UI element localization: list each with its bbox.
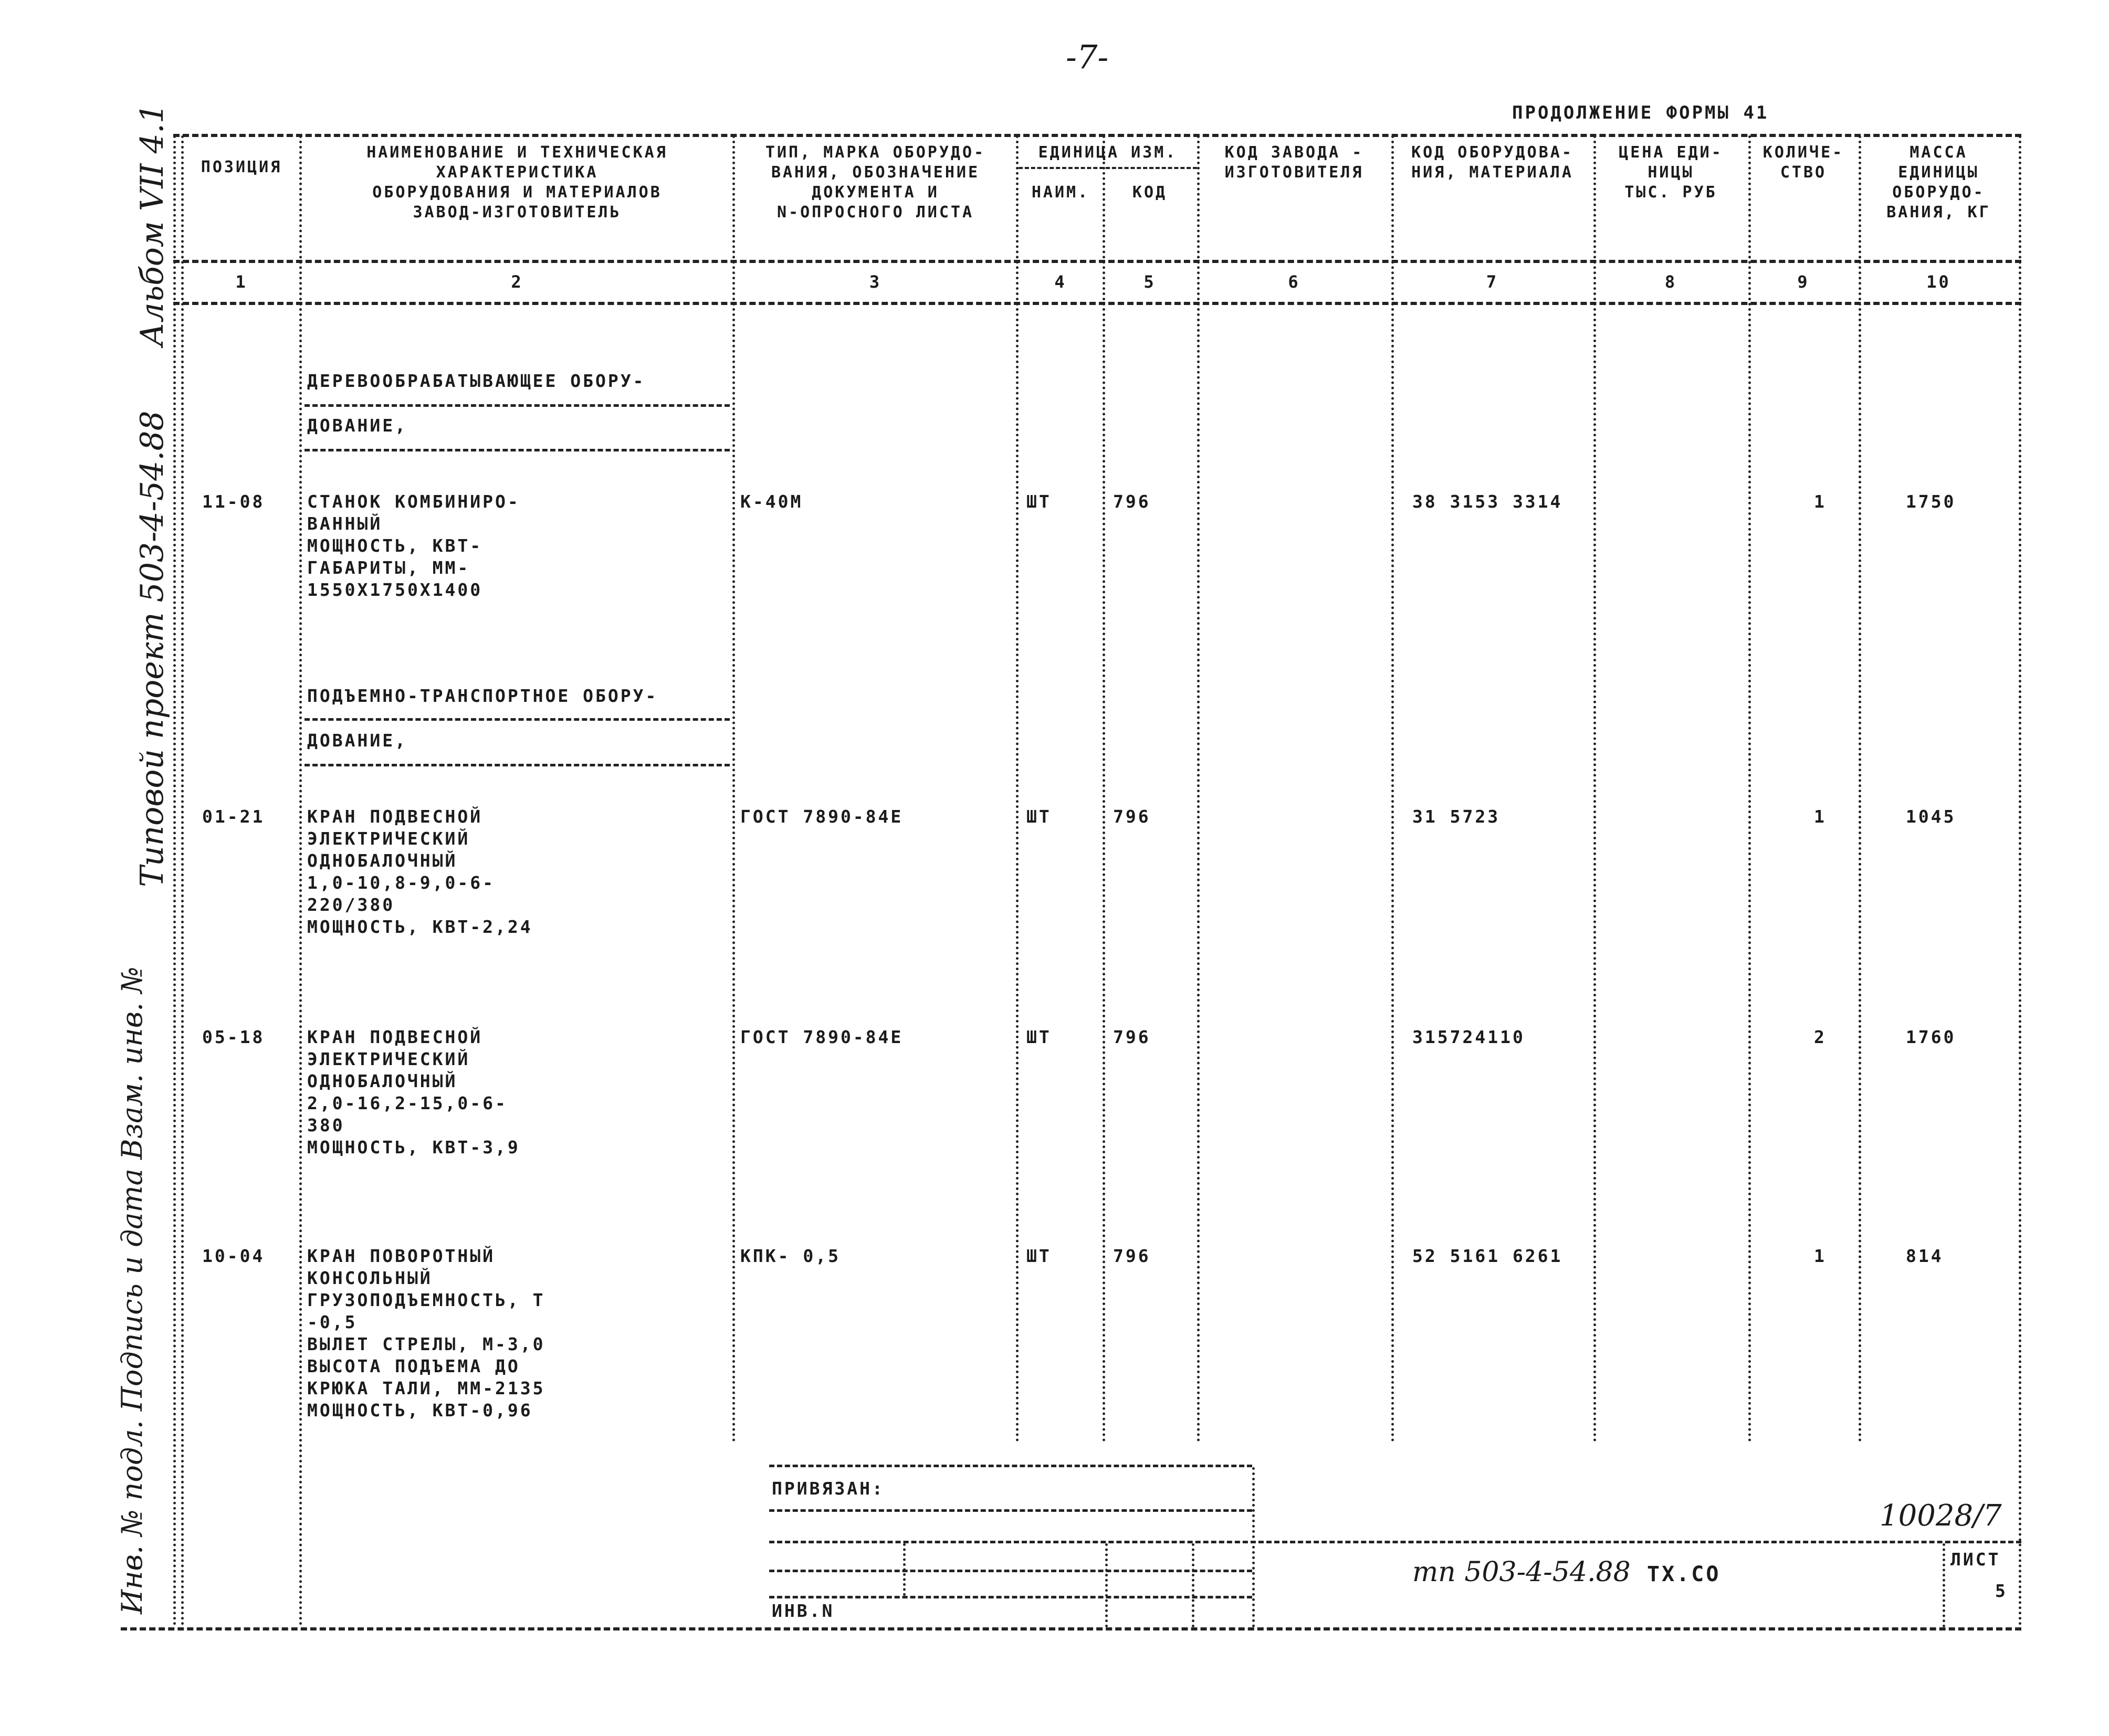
cell-unit-code: 796 bbox=[1113, 1246, 1151, 1266]
cell-equipment-code: 38 3153 3314 bbox=[1412, 491, 1563, 512]
cell-mass: 1045 bbox=[1906, 806, 1956, 827]
stamp-sheet-no: 5 bbox=[1995, 1581, 2008, 1601]
cell-qty: 1 bbox=[1814, 491, 1827, 512]
col-num-2: 2 bbox=[511, 272, 523, 292]
stamp-divider-4 bbox=[769, 1596, 1252, 1598]
cell-equipment-code: 315724110 bbox=[1412, 1027, 1525, 1047]
stamp-sheet-sep bbox=[1943, 1543, 1945, 1627]
stamp-inv-label: ИНВ.N bbox=[772, 1601, 835, 1621]
cell-type: КПК- 0,5 bbox=[740, 1246, 841, 1266]
col-sep-9 bbox=[1859, 135, 1861, 1443]
col-num-3: 3 bbox=[869, 272, 882, 292]
cell-mass: 814 bbox=[1906, 1246, 1944, 1266]
header-cell-3: ТИП, МАРКА ОБОРУДО- ВАНИЯ, ОБОЗНАЧЕНИЕ ДОКУМЕНТА И N-ОПРОСНОГО ЛИСТА bbox=[765, 143, 986, 222]
section-title-lifting-cont: ДОВАНИЕ, bbox=[307, 730, 407, 751]
section-title-lifting: ПОДЪЕМНО-ТРАНСПОРТНОЕ ОБОРУ- bbox=[307, 686, 658, 706]
col-sep-6 bbox=[1391, 135, 1394, 1443]
section-divider bbox=[305, 718, 730, 721]
cell-mass: 1750 bbox=[1906, 491, 1956, 512]
header-cell-10: МАССА ЕДИНИЦЫ ОБОРУДО- ВАНИЯ, КГ bbox=[1886, 143, 1991, 222]
cell-unit: ШТ bbox=[1026, 1027, 1052, 1047]
stamp-divider-1 bbox=[769, 1509, 1252, 1512]
cell-position: 10-04 bbox=[202, 1246, 265, 1266]
cell-name: СТАНОК КОМБИНИРО- ВАННЫЙ МОЩНОСТЬ, КВТ- ГАБАРИТЫ, ММ- 1550Х1750Х1400 bbox=[307, 491, 520, 600]
cell-name: КРАН ПОВОРОТНЫЙ КОНСОЛЬНЫЙ ГРУЗОПОДЪЕМНОСТЬ, Т -0,5 ВЫЛЕТ СТРЕЛЫ, М-3,0 ВЫСОТА ПОДЪЕМА ДО КРЮКА ТАЛИ, ММ-2135 МОЩНОСТЬ, КВТ-0,96 bbox=[307, 1246, 545, 1421]
col-sep-0 bbox=[181, 135, 184, 1626]
col-num-8: 8 bbox=[1664, 272, 1677, 292]
margin-border bbox=[173, 135, 176, 1626]
col-num-7: 7 bbox=[1486, 272, 1499, 292]
cell-unit-code: 796 bbox=[1113, 491, 1151, 512]
continuation-label: ПРОДОЛЖЕНИЕ ФОРМЫ 41 bbox=[1512, 102, 1769, 123]
col-sep-7 bbox=[1593, 135, 1596, 1443]
col-num-9: 9 bbox=[1797, 272, 1810, 292]
cell-unit-code: 796 bbox=[1113, 1027, 1151, 1047]
cell-position: 01-21 bbox=[202, 806, 265, 827]
col-sep-5 bbox=[1197, 135, 1200, 1443]
header-cell-8: ЦЕНА ЕДИ- НИЦЫ ТЫС. РУБ bbox=[1619, 143, 1723, 202]
col-num-5: 5 bbox=[1143, 272, 1156, 292]
stamp-top-border bbox=[769, 1465, 1252, 1467]
cell-equipment-code: 52 5161 6261 bbox=[1412, 1246, 1563, 1266]
section-divider bbox=[305, 764, 730, 766]
cell-type: ГОСТ 7890-84Е bbox=[740, 806, 904, 827]
col-sep-4 bbox=[1103, 135, 1105, 1443]
stamp-divider-2 bbox=[769, 1541, 2021, 1543]
col-sep-8 bbox=[1748, 135, 1751, 1443]
stamp-bound-label: ПРИВЯЗАН: bbox=[772, 1478, 885, 1499]
stamp-col-sep bbox=[1192, 1543, 1194, 1627]
header-cell-5: КОД bbox=[1132, 183, 1168, 202]
cell-mass: 1760 bbox=[1906, 1027, 1956, 1047]
header-cell-6: КОД ЗАВОДА - ИЗГОТОВИТЕЛЯ bbox=[1224, 143, 1364, 182]
header-cell-9: КОЛИЧЕ- СТВО bbox=[1762, 143, 1844, 182]
stamp-col-sep bbox=[1105, 1543, 1108, 1627]
header-cell-2: НАИМЕНОВАНИЕ И ТЕХНИЧЕСКАЯ ХАРАКТЕРИСТИКА ОБОРУДОВАНИЯ И МАТЕРИАЛОВ ЗАВОД-ИЗГОТОВИТЕЛЬ bbox=[366, 143, 668, 222]
section-divider bbox=[305, 404, 730, 407]
stamp-col-sep bbox=[903, 1543, 906, 1596]
header-cell-4-name: НАИМ. bbox=[1031, 183, 1090, 202]
col-sep-2 bbox=[732, 135, 735, 1443]
doc-code-suffix: ТХ.СО bbox=[1646, 1562, 1721, 1586]
col-num-4: 4 bbox=[1054, 272, 1067, 292]
col-sep-10 bbox=[2019, 135, 2021, 1626]
cell-qty: 1 bbox=[1814, 1246, 1827, 1266]
cell-unit: ШТ bbox=[1026, 491, 1052, 512]
stamp-right-border bbox=[1252, 1467, 1255, 1627]
cell-type: К-40М bbox=[740, 491, 803, 512]
page-number: -7- bbox=[1066, 38, 1109, 76]
header-cell-4: ЕДИНИЦА ИЗМ. bbox=[1038, 143, 1178, 162]
section-divider bbox=[305, 449, 730, 451]
margin-project: Типовой проект 503-4-54.88 bbox=[134, 411, 171, 887]
cell-position: 05-18 bbox=[202, 1027, 265, 1047]
header-bottom-border bbox=[173, 260, 2021, 263]
stamp-divider-3 bbox=[769, 1570, 1252, 1572]
table-bottom-border bbox=[121, 1627, 2021, 1630]
cell-equipment-code: 31 5723 bbox=[1412, 806, 1501, 827]
stamp-drawing-no: 10028/7 bbox=[1880, 1499, 2002, 1533]
col-sep-1 bbox=[299, 135, 302, 1626]
col-sep-3 bbox=[1016, 135, 1019, 1443]
unit-header-divider bbox=[1019, 167, 1197, 169]
stamp-doc-code bbox=[1412, 1556, 1720, 1588]
header-cell-1: ПОЗИЦИЯ bbox=[201, 158, 282, 176]
col-num-6: 6 bbox=[1288, 272, 1300, 292]
doc-code-handwritten: тп 503-4-54.88 bbox=[1412, 1556, 1631, 1588]
cell-unit: ШТ bbox=[1026, 1246, 1052, 1266]
cell-qty: 2 bbox=[1814, 1027, 1827, 1047]
stamp-sheet-label: ЛИСТ bbox=[1950, 1549, 2001, 1570]
cell-unit-code: 796 bbox=[1113, 806, 1151, 827]
section-title-woodworking: ДЕРЕВООБРАБАТЫВАЮЩЕЕ ОБОРУ- bbox=[307, 371, 646, 391]
table-top-border bbox=[173, 134, 2021, 137]
margin-album: Альбом VII 4.1 bbox=[134, 103, 171, 346]
cell-unit: ШТ bbox=[1026, 806, 1052, 827]
column-numbers-bottom-border bbox=[173, 302, 2021, 305]
cell-type: ГОСТ 7890-84Е bbox=[740, 1027, 904, 1047]
cell-position: 11-08 bbox=[202, 491, 265, 512]
margin-stamp: Инв. № подл. Подпись и дата Взам. инв. № bbox=[116, 966, 149, 1614]
header-cell-7: КОД ОБОРУДОВА- НИЯ, МАТЕРИАЛА bbox=[1411, 143, 1573, 182]
cell-name: КРАН ПОДВЕСНОЙ ЭЛЕКТРИЧЕСКИЙ ОДНОБАЛОЧНЫЙ 2,0-16,2-15,0-6- 380 МОЩНОСТЬ, КВТ-3,9 bbox=[307, 1027, 520, 1158]
cell-name: КРАН ПОДВЕСНОЙ ЭЛЕКТРИЧЕСКИЙ ОДНОБАЛОЧНЫЙ 1,0-10,8-9,0-6- 220/380 МОЩНОСТЬ, КВТ-2,24 bbox=[307, 806, 533, 937]
col-num-10: 10 bbox=[1926, 272, 1951, 292]
cell-qty: 1 bbox=[1814, 806, 1827, 827]
col-num-1: 1 bbox=[235, 272, 248, 292]
section-title-woodworking-cont: ДОВАНИЕ, bbox=[307, 415, 407, 436]
